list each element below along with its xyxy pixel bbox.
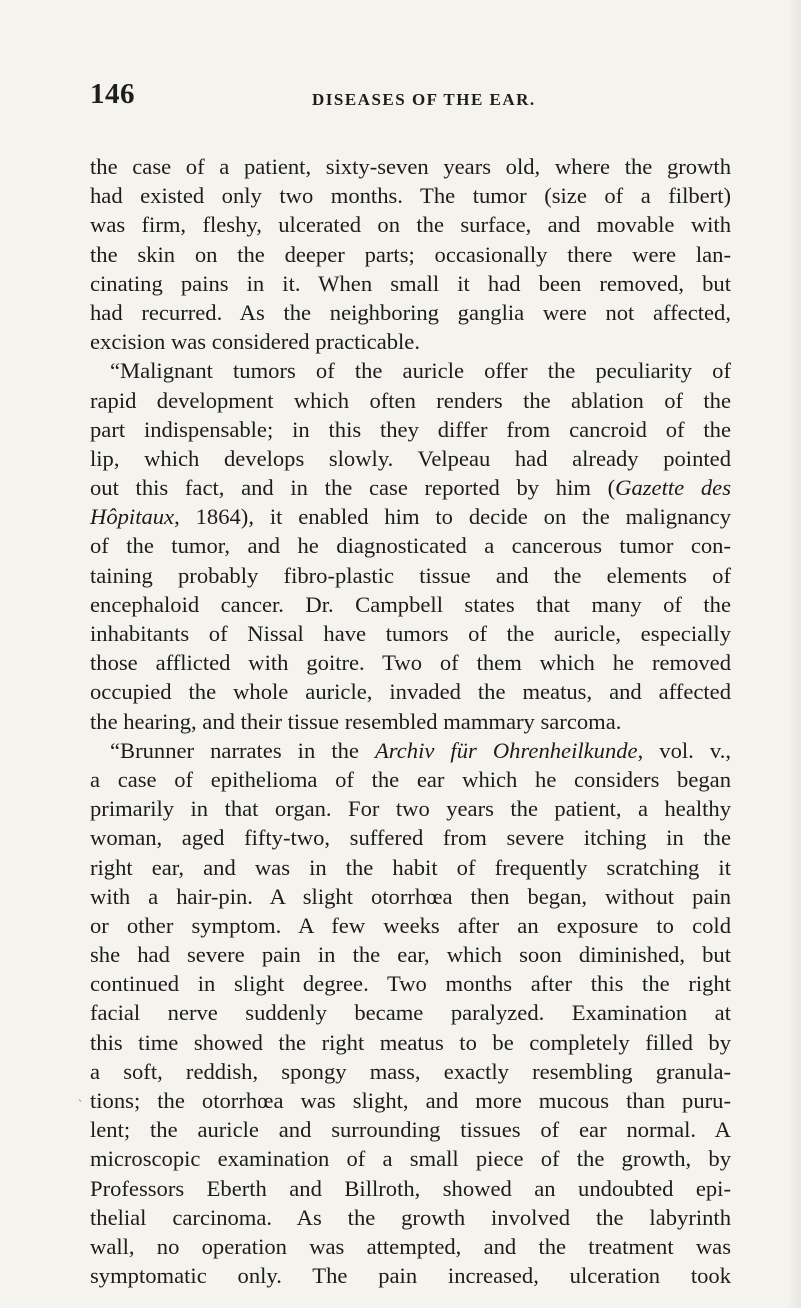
text-line-8: “Malignant tumors of the auricle offer the peculiarity of <box>110 358 731 384</box>
text-line-36: Professors Eberth and Billroth, showed an undoubted epi- <box>90 1175 731 1201</box>
text-line-22: a case of epithelioma of the ear which he considers began <box>90 766 731 792</box>
text-line-33: tions; the otorrhœa was slight, and more mucous than puru- <box>90 1088 731 1113</box>
journal-title-gazette: Gazette des <box>615 475 731 501</box>
text-line-16: encephaloid cancer. Dr. Campbell states that many of the <box>90 591 731 617</box>
text-line-10: part indispensable; in this they differ from cancroid of the <box>90 416 731 442</box>
page-number: 146 <box>90 78 135 110</box>
text-line-9: rapid development which often renders the ablation of the <box>90 387 731 413</box>
text-line-38: wall, no operation was attempted, and the treatment was <box>90 1233 731 1259</box>
text-line-13-rest: , 1864), it enabled him to decide on the malignancy <box>174 504 731 530</box>
text-line-12-main: out this fact, and in the case reported by him ( <box>90 475 616 501</box>
page-header <box>90 78 730 118</box>
text-line-5: cinating pains in it. When small it had been removed, but <box>90 270 731 296</box>
text-line-34: lent; the auricle and surrounding tissues of ear normal. A <box>90 1117 731 1143</box>
running-title: DISEASES OF THE EAR. <box>312 90 536 109</box>
text-line-14: of the tumor, and he diagnosticated a cancerous tumor con- <box>90 533 731 559</box>
text-line-27: or other symptom. A few weeks after an exposure to cold <box>90 912 731 938</box>
page-edge-shadow <box>787 0 801 1308</box>
text-line-23: primarily in that organ. For two years the patient, a healthy <box>90 796 731 822</box>
text-line-31: this time showed the right meatus to be completely filled by <box>90 1029 731 1055</box>
text-line-11: lip, which develops slowly. Velpeau had already pointed <box>90 445 731 471</box>
margin-tick-mark: ˎ <box>78 1091 83 1102</box>
text-line-18: those afflicted with goitre. Two of them which he removed <box>90 650 731 676</box>
text-line-21 <box>90 736 731 765</box>
text-line-15: taining probably fibro-plastic tissue and the elements of <box>90 562 731 588</box>
text-line-35: microscopic examination of a small piece of the growth, by <box>90 1146 731 1172</box>
text-line-19: occupied the whole auricle, invaded the meatus, and affected <box>90 679 731 705</box>
text-line-29: continued in slight degree. Two months after this the right <box>90 971 731 997</box>
text-line-13 <box>90 502 731 531</box>
text-line-30: facial nerve suddenly became paralyzed. Examination at <box>90 1000 731 1026</box>
text-line-39: symptomatic only. The pain increased, ulceration took <box>90 1263 731 1289</box>
journal-title-archiv: Archiv für Ohrenheilkunde <box>374 737 638 763</box>
text-line-26: with a hair-pin. A slight otorrhœa then began, without pain <box>90 883 731 909</box>
text-line-25: right ear, and was in the habit of frequently scratching it <box>90 854 731 880</box>
text-line-17: inhabitants of Nissal have tumors of the auricle, especially <box>90 621 731 646</box>
text-line-4: the skin on the deeper parts; occasionally there were lan- <box>90 241 731 267</box>
text-line-7: excision was considered practicable. <box>90 329 420 355</box>
text-line-1: the case of a patient, sixty-seven years old, where the growth <box>90 154 731 179</box>
text-line-32: a soft, reddish, spongy mass, exactly resembling granula- <box>90 1058 731 1084</box>
body-text <box>90 152 731 1290</box>
text-line-6: had recurred. As the neighboring ganglia were not affected, <box>90 299 731 325</box>
text-line-3: was firm, fleshy, ulcerated on the surface, and movable with <box>90 212 731 238</box>
text-line-28: she had severe pain in the ear, which soon diminished, but <box>90 942 731 968</box>
text-line-20: the hearing, and their tissue resembled mammary sarcoma. <box>90 708 622 734</box>
text-line-21-main: “Brunner narrates in the <box>110 737 375 763</box>
text-line-21-tail: , vol. v., <box>637 737 731 763</box>
journal-title-hopitaux: Hôpitaux <box>90 504 175 530</box>
text-line-37: thelial carcinoma. As the growth involved the labyrinth <box>90 1204 731 1230</box>
text-line-2: had existed only two months. The tumor (size of a filbert) <box>90 183 731 209</box>
text-line-12 <box>90 473 731 502</box>
text-line-24: woman, aged fifty-two, suffered from severe itching in the <box>90 825 731 851</box>
